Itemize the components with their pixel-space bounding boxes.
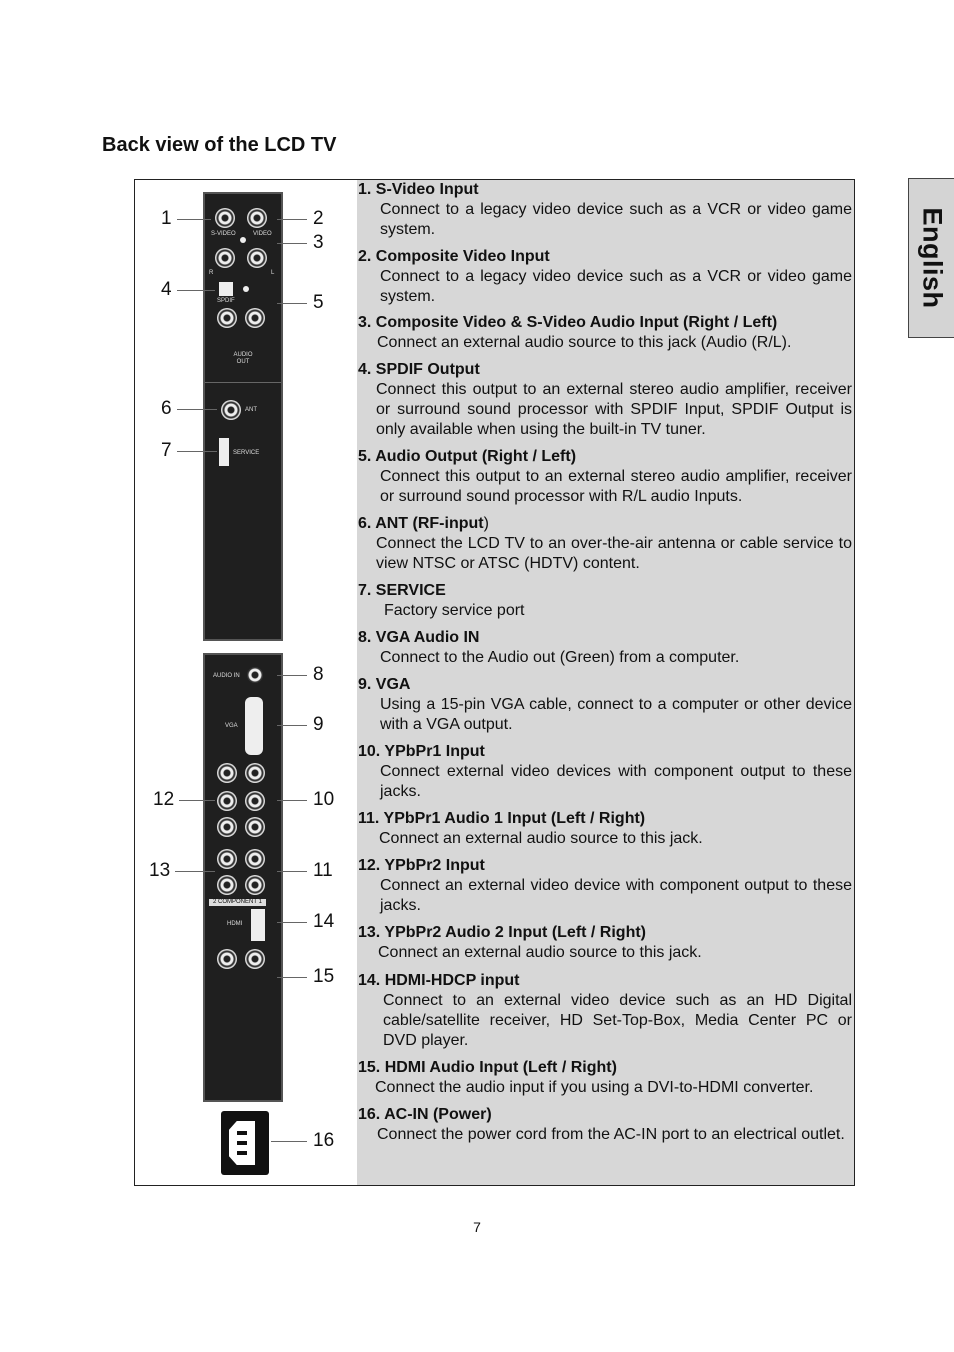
callout-7: 7 — [161, 440, 172, 461]
svideo-label: S-VIDEO — [211, 231, 236, 237]
language-tab-label: English — [917, 207, 947, 309]
item-service — [358, 581, 852, 621]
y2-jack — [217, 817, 237, 837]
callout-11: 11 — [313, 860, 333, 881]
item-description: Factory service port — [384, 602, 525, 619]
pb1-jack — [245, 791, 265, 811]
item-ypbpr2-audio-input — [358, 923, 852, 963]
audio-out-l-jack — [245, 308, 265, 328]
component-label: 2 COMPONENT 1 — [209, 899, 266, 906]
ac-in-socket — [221, 1111, 269, 1175]
item-vga — [358, 675, 852, 735]
item-description: Connect to a legacy video device such as a VCR or video game system. — [380, 268, 852, 305]
video-label: VIDEO — [253, 231, 272, 237]
item-ypbpr2-input — [358, 856, 852, 916]
item-description: Connect the audio input if you using a DVI-to-HDMI converter. — [375, 1079, 814, 1096]
item-title: 1. S-Video Input — [358, 181, 479, 198]
item-ant-rf-input — [358, 514, 852, 574]
audio1-r-jack — [245, 875, 265, 895]
item-vga-audio-in — [358, 628, 852, 668]
item-title: 7. SERVICE — [358, 582, 446, 599]
item-title: 14. HDMI-HDCP input — [358, 972, 520, 989]
item-hdmi-audio-input — [358, 1058, 852, 1098]
hdmi-audio-l-jack — [217, 949, 237, 969]
page-number: 7 — [473, 1219, 481, 1235]
vga-port — [245, 697, 263, 755]
audio1-l-jack — [245, 849, 265, 869]
video-jack — [247, 208, 267, 228]
audio2-l-jack — [217, 849, 237, 869]
audio-out-r-jack — [217, 308, 237, 328]
item-ac-in-power — [358, 1105, 852, 1145]
hdmi-label: HDMI — [227, 921, 243, 927]
callout-9: 9 — [313, 714, 324, 735]
item-audio-output — [358, 447, 852, 507]
svideo-jack — [215, 208, 235, 228]
ant-label: ANT — [245, 407, 257, 413]
spdif-label: SPDIF — [217, 298, 235, 304]
connector-descriptions — [357, 180, 854, 1185]
item-ypbpr1-input — [358, 742, 852, 802]
item-description: Connect an external video device with component output to these jacks. — [380, 877, 852, 914]
item-title: 10. YPbPr1 Input — [358, 743, 485, 760]
item-title: 13. YPbPr2 Audio 2 Input (Left / Right) — [358, 924, 647, 941]
callout-15: 15 — [313, 966, 335, 987]
item-composite-audio-input — [358, 313, 852, 353]
hdmi-port — [251, 909, 265, 941]
vga-audio-jack — [247, 667, 263, 683]
item-description: Connect the LCD TV to an over-the-air antenna or cable service to view NTSC or ATSC (HDTV) content. — [376, 535, 852, 572]
item-description: Connect the power cord from the AC-IN port to an electrical outlet. — [377, 1126, 845, 1143]
item-description: Connect to a legacy video device such as a VCR or video game system. — [380, 201, 852, 238]
hdmi-audio-r-jack — [245, 949, 265, 969]
upper-connector-panel — [203, 192, 283, 641]
spdif-port — [219, 282, 233, 296]
callout-10: 10 — [313, 789, 335, 810]
audio-l-jack — [247, 248, 267, 268]
audio-r-label: R — [209, 270, 214, 276]
item-hdmi-hdcp-input — [358, 971, 852, 1051]
callout-1: 1 — [161, 208, 172, 229]
callout-13: 13 — [149, 860, 171, 881]
item-description: Connect to the Audio out (Green) from a computer. — [380, 649, 740, 666]
item-description: Connect external video devices with component output to these jacks. — [380, 763, 852, 800]
audio-in-label: AUDIO IN — [213, 673, 240, 679]
callout-6: 6 — [161, 398, 172, 419]
ant-jack — [221, 400, 241, 420]
callout-14: 14 — [313, 911, 335, 932]
audio2-r-jack — [217, 875, 237, 895]
item-title: 11. YPbPr1 Audio 1 Input (Left / Right) — [358, 810, 646, 827]
item-title: 15. HDMI Audio Input (Left / Right) — [358, 1059, 617, 1076]
callout-2: 2 — [313, 208, 324, 229]
item-description: Connect to an external video device such as an HD Digital cable/satellite receiver, HD Set-Top-Box, Media Center PC or DVD player. — [383, 992, 852, 1049]
item-description: Connect an external audio source to this jack. — [379, 830, 703, 847]
lower-connector-panel — [203, 653, 283, 1102]
item-composite-video-input — [358, 247, 852, 307]
audio-out-label: AUDIO OUT — [233, 352, 253, 365]
language-tab — [908, 178, 954, 338]
item-title: 8. VGA Audio IN — [358, 629, 480, 646]
item-description: Connect this output to an external stereo audio amplifier, receiver or surround sound processor with SPDIF Input, SPDIF Output is only available when using the built-in TV tuner. — [376, 381, 852, 438]
page-title: Back view of the LCD TV — [102, 134, 337, 156]
service-port — [219, 438, 229, 466]
callout-3: 3 — [313, 232, 324, 253]
item-title: 12. YPbPr2 Input — [358, 857, 485, 874]
vga-label: VGA — [225, 723, 238, 729]
item-s-video-input — [358, 180, 852, 240]
pr2-jack — [217, 763, 237, 783]
item-description: Connect an external audio source to this jack. — [378, 944, 702, 961]
pb2-jack — [217, 791, 237, 811]
audio-l-label: L — [271, 270, 275, 276]
pr1-jack — [245, 763, 265, 783]
service-label: SERVICE — [233, 450, 260, 456]
callout-12: 12 — [153, 789, 175, 810]
item-title: 2. Composite Video Input — [358, 248, 550, 265]
callout-5: 5 — [313, 292, 324, 313]
item-title: 5. Audio Output (Right / Left) — [358, 448, 577, 465]
item-description: Connect this output to an external stereo audio amplifier, receiver or surround sound processor with R/L audio Inputs. — [380, 468, 852, 505]
item-title: 3. Composite Video & S-Video Audio Input (Right / Left) — [358, 314, 778, 331]
item-description: Using a 15-pin VGA cable, connect to a computer or other device with a VGA output. — [380, 696, 852, 733]
audio-r-jack — [215, 248, 235, 268]
item-title: 6. ANT (RF-input) — [358, 515, 489, 532]
connector-table — [134, 179, 855, 1186]
callout-16: 16 — [313, 1130, 335, 1151]
callout-4: 4 — [161, 279, 172, 300]
callout-8: 8 — [313, 664, 324, 685]
item-description: Connect an external audio source to this jack (Audio (R/L). — [377, 334, 792, 351]
back-panel-diagram — [135, 180, 358, 1185]
item-ypbpr1-audio-input — [358, 809, 852, 849]
item-title: 16. AC-IN (Power) — [358, 1106, 492, 1123]
item-title: 4. SPDIF Output — [358, 361, 480, 378]
item-title: 9. VGA — [358, 676, 411, 693]
y1-jack — [245, 817, 265, 837]
item-spdif-output — [358, 360, 852, 440]
